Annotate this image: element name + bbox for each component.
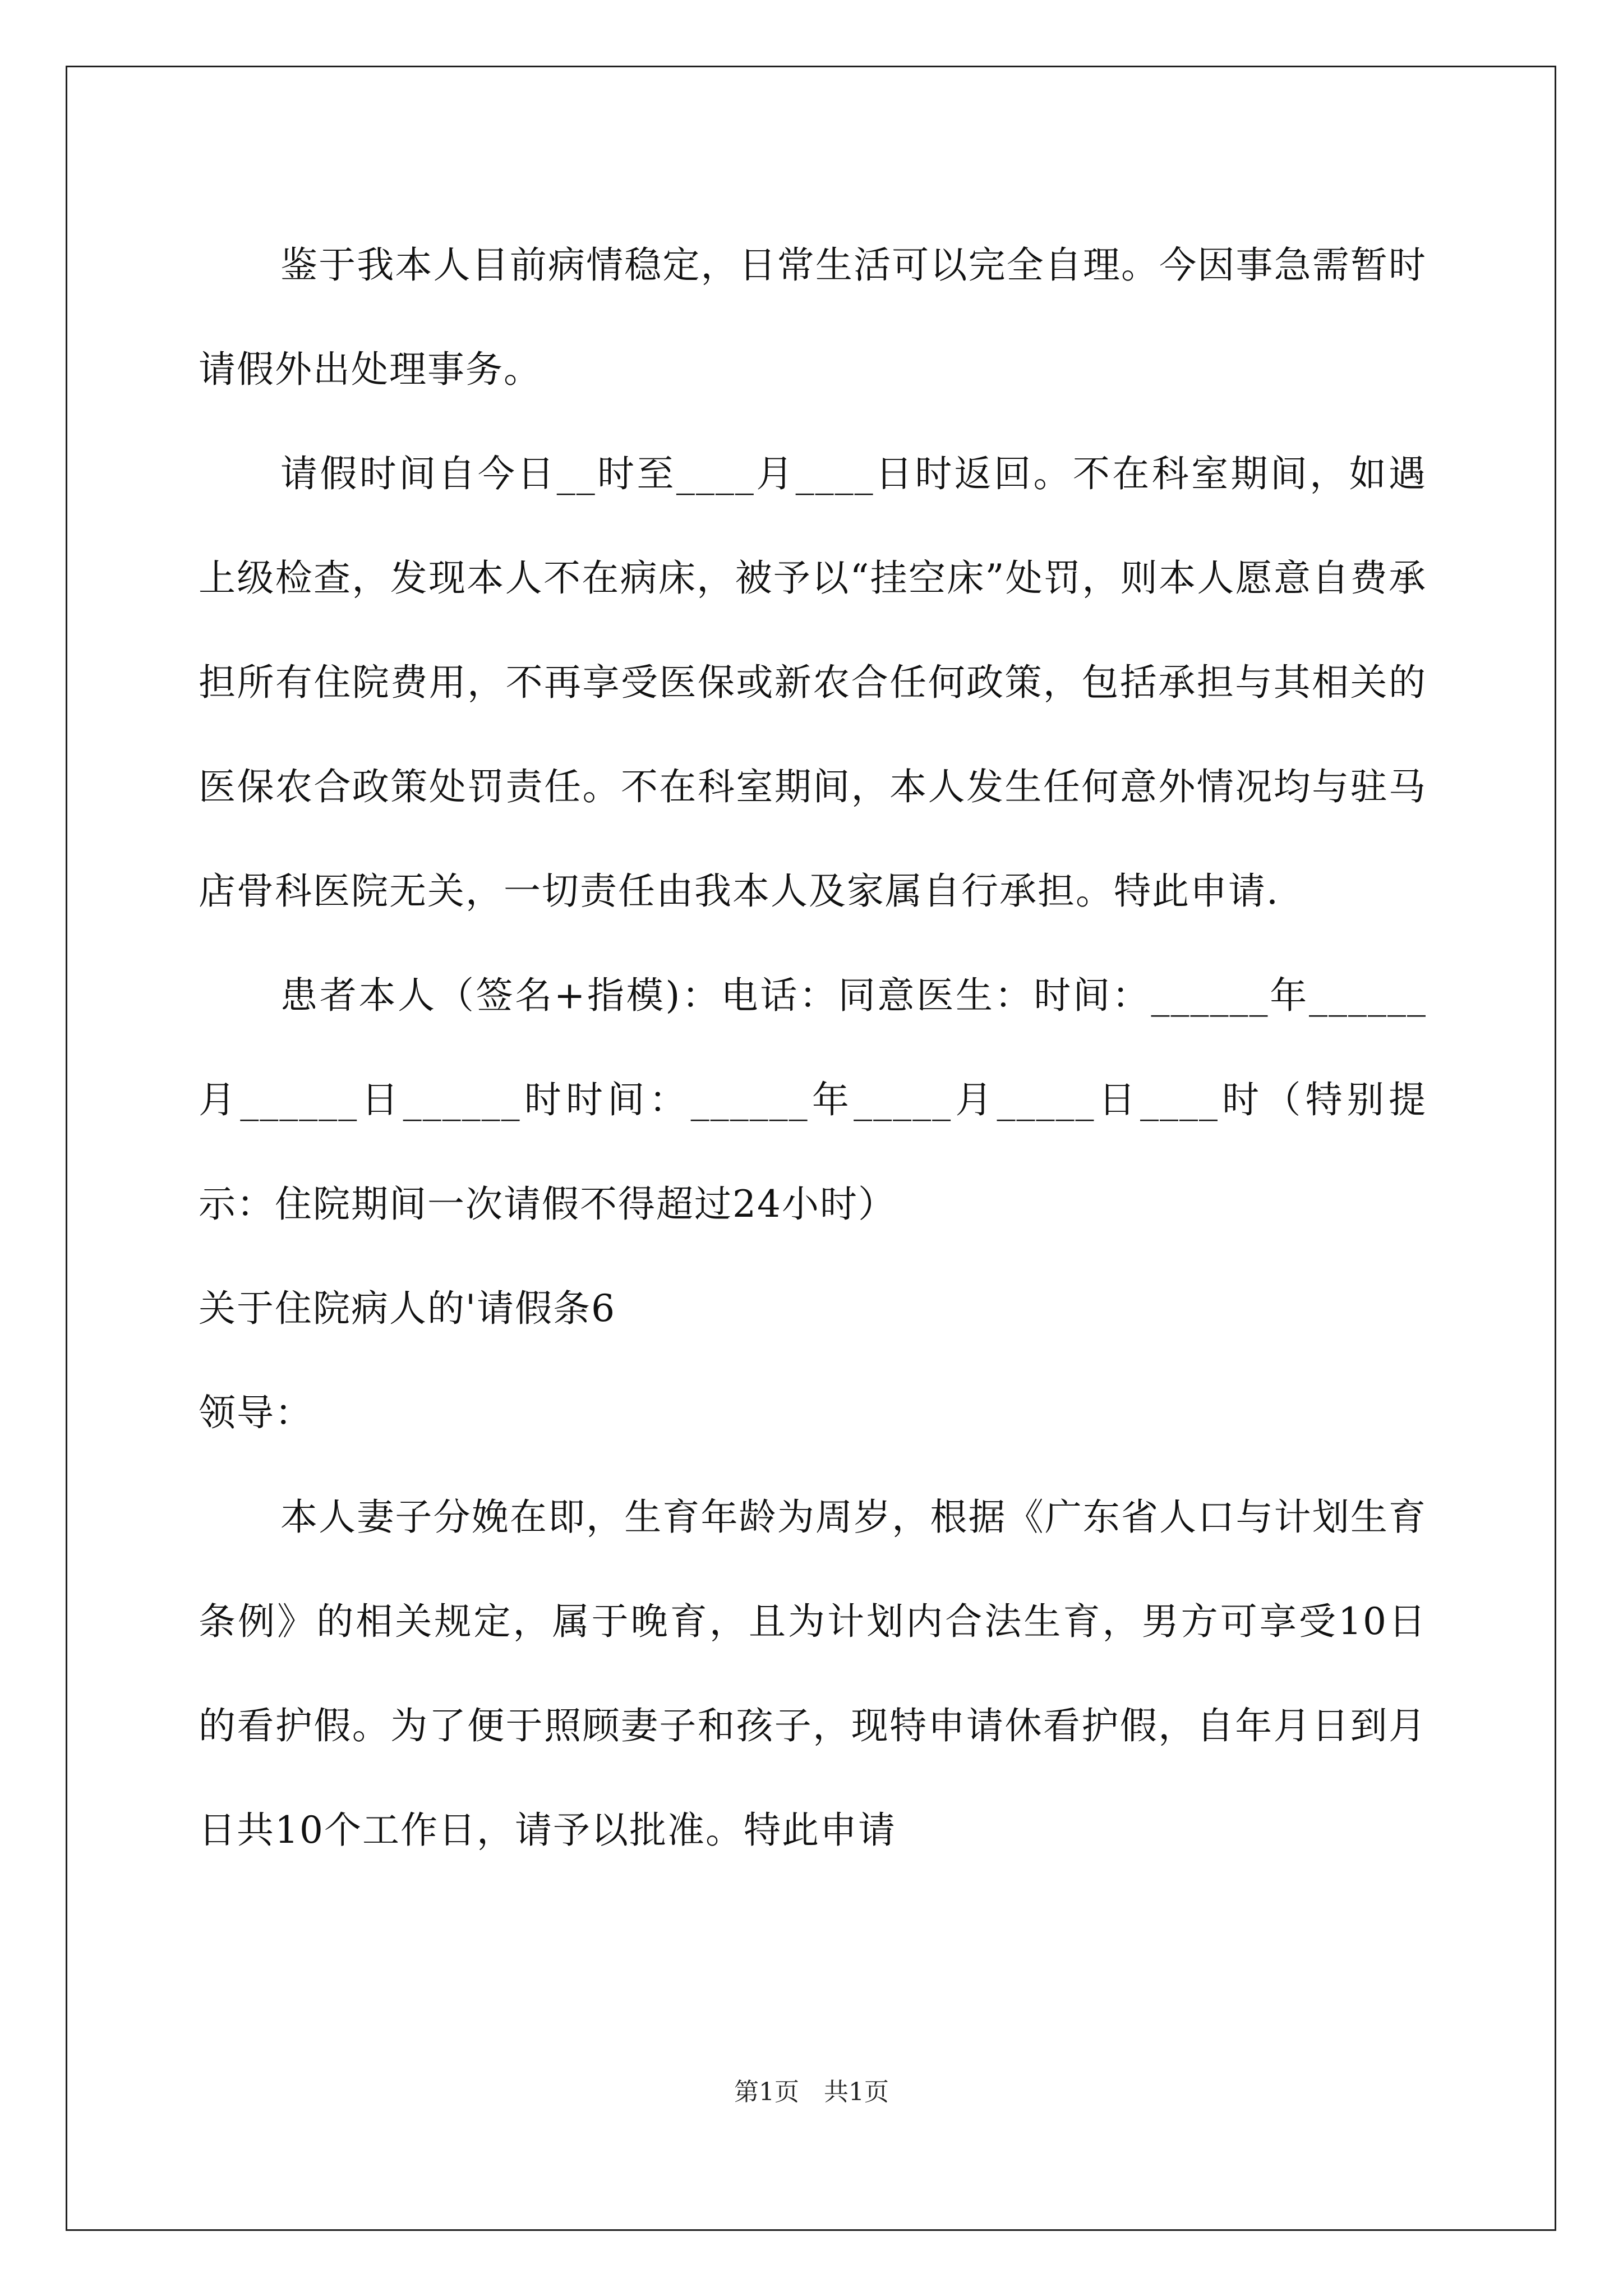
document-body — [199, 213, 1427, 1883]
page-number: 第1页 共1页 — [734, 2078, 889, 2106]
section-title: 关于住院病人的'请假条6 — [199, 1287, 616, 1330]
paragraph-paternity-leave: 本人妻子分娩在即，生育年龄为周岁，根据《广东省人口与计划生育条例》的相关规定，属于晚育，且为计划内合法生育，男方可享受10日的看护假。为了便于照顾妻子和孩子，现特申请休看护假，自年月日到月日共10个工作日，请予以批准。特此申请 — [199, 1496, 1427, 1852]
salutation: 领导： — [199, 1391, 313, 1434]
paragraph-leave-terms: 请假时间自今日__时至____月____日时返回。不在科室期间，如遇上级检查，发现本人不在病床，被予以“挂空床”处罚，则本人愿意自费承担所有住院费用，不再享受医保或新农合任何政策，包括承担与其相关的医保农合政策处罚责任。不在科室期间，本人发生任何意外情况均与驻马店骨科医院无关，一切责任由我本人及家属自行承担。特此申请. — [199, 452, 1427, 913]
paragraph-condition: 鉴于我本人目前病情稳定，日常生活可以完全自理。今因事急需暂时请假外出处理事务。 — [199, 243, 1427, 391]
paragraph-signature-fields: 患者本人（签名+指模)：电话：同意医生：时间：______年______月______日______时时间：______年_____月_____日____时（特别提示：住院期间一次请假不得超过24小时） — [199, 974, 1427, 1226]
